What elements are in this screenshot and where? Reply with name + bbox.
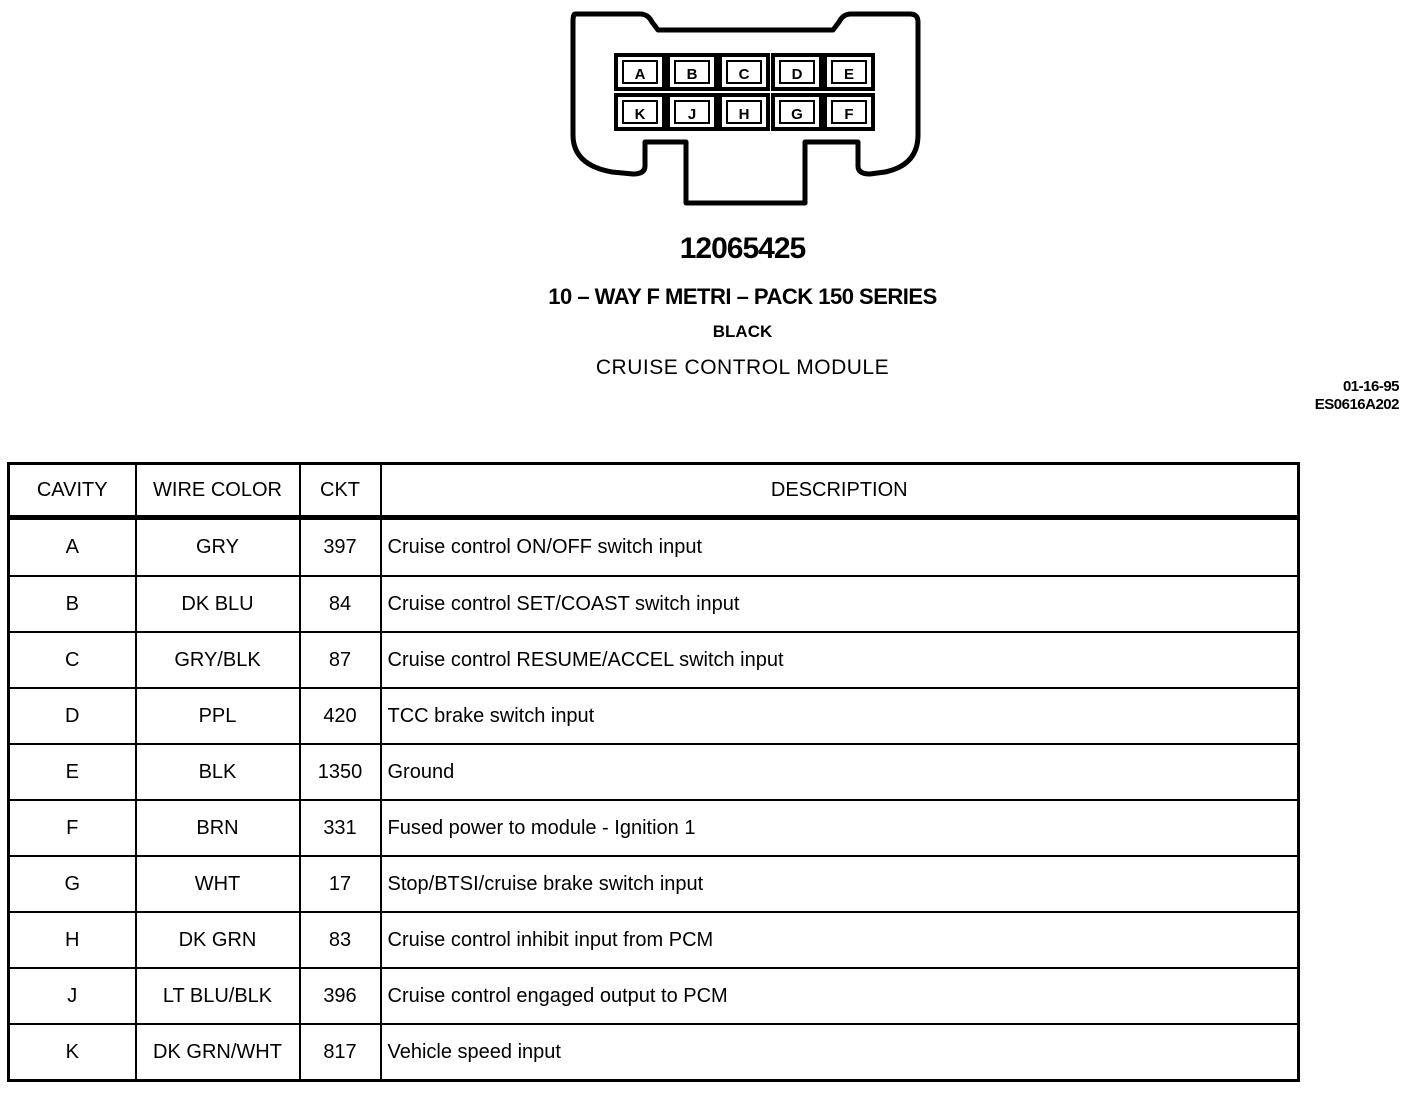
- reference-date: 01-16-95: [1342, 378, 1399, 395]
- pin-cavity-f: [825, 95, 873, 129]
- cell-cavity: J: [9, 968, 136, 1024]
- bottom-pin-row: [616, 95, 873, 129]
- cell-wire-color: GRY: [136, 518, 300, 577]
- reference-code: ES0616A202: [1314, 396, 1399, 413]
- header-ckt: CKT: [300, 464, 381, 518]
- table-row: [9, 912, 1299, 968]
- table-row: [9, 856, 1299, 912]
- cell-description: Cruise control ON/OFF switch input: [381, 518, 1299, 577]
- pin-cavity-d: [773, 55, 821, 89]
- pin-label: C: [738, 66, 750, 83]
- pin-cavity-b: [668, 55, 716, 89]
- cell-wire-color: BRN: [136, 800, 300, 856]
- cell-description: Fused power to module - Ignition 1: [381, 800, 1299, 856]
- table-row: [9, 518, 1299, 577]
- pin-label: J: [687, 106, 697, 123]
- pin-cavity-k: [616, 95, 664, 129]
- cell-cavity: G: [9, 856, 136, 912]
- cell-ckt: 331: [300, 800, 381, 856]
- connector-type: 10 – WAY F METRI – PACK 150 SERIES: [548, 284, 937, 309]
- pin-cavity-h: [720, 95, 768, 129]
- cell-description: Cruise control SET/COAST switch input: [381, 576, 1299, 632]
- pin-label: H: [738, 106, 750, 123]
- cell-wire-color: PPL: [136, 688, 300, 744]
- cell-cavity: H: [9, 912, 136, 968]
- cell-cavity: E: [9, 744, 136, 800]
- pin-cavity-j: [668, 95, 716, 129]
- cell-description: Ground: [381, 744, 1299, 800]
- cell-ckt: 1350: [300, 744, 381, 800]
- table-row: [9, 968, 1299, 1024]
- header-wire-color: WIRE COLOR: [136, 464, 300, 518]
- pin-label: D: [791, 66, 803, 83]
- table-row: [9, 576, 1299, 632]
- header-description: DESCRIPTION: [381, 464, 1299, 518]
- cell-wire-color: WHT: [136, 856, 300, 912]
- table-row: [9, 1024, 1299, 1081]
- cell-ckt: 397: [300, 518, 381, 577]
- table-row: [9, 800, 1299, 856]
- reference-block: [1315, 378, 1399, 414]
- pinout-table: [7, 462, 1300, 1082]
- cell-ckt: 87: [300, 632, 381, 688]
- pin-cavity-c: [720, 55, 768, 89]
- cell-ckt: 817: [300, 1024, 381, 1081]
- cell-cavity: C: [9, 632, 136, 688]
- pin-label: A: [634, 66, 646, 83]
- cell-ckt: 17: [300, 856, 381, 912]
- table-row: [9, 632, 1299, 688]
- cell-description: Cruise control engaged output to PCM: [381, 968, 1299, 1024]
- pin-cavity-e: [825, 55, 873, 89]
- cell-ckt: 84: [300, 576, 381, 632]
- top-pin-row: [616, 55, 873, 89]
- cell-ckt: 83: [300, 912, 381, 968]
- cell-wire-color: DK GRN: [136, 912, 300, 968]
- pin-label: K: [634, 106, 646, 123]
- table-row: [9, 744, 1299, 800]
- part-number: 12065425: [679, 232, 806, 265]
- cell-cavity: F: [9, 800, 136, 856]
- component-name: CRUISE CONTROL MODULE: [595, 356, 890, 379]
- cell-description: Cruise control inhibit input from PCM: [381, 912, 1299, 968]
- connector-color: BLACK: [712, 322, 773, 341]
- cell-description: Vehicle speed input: [381, 1024, 1299, 1081]
- cell-wire-color: GRY/BLK: [136, 632, 300, 688]
- cell-wire-color: DK BLU: [136, 576, 300, 632]
- pin-label: E: [843, 66, 855, 83]
- cell-cavity: K: [9, 1024, 136, 1081]
- cell-description: TCC brake switch input: [381, 688, 1299, 744]
- connector-face-diagram: [0, 0, 1408, 230]
- table-header-row: [9, 464, 1299, 518]
- pin-label: G: [791, 106, 803, 123]
- cell-cavity: D: [9, 688, 136, 744]
- cell-ckt: 396: [300, 968, 381, 1024]
- cell-wire-color: LT BLU/BLK: [136, 968, 300, 1024]
- cell-cavity: B: [9, 576, 136, 632]
- header-cavity: CAVITY: [9, 464, 136, 518]
- cell-description: Cruise control RESUME/ACCEL switch input: [381, 632, 1299, 688]
- pin-label: B: [686, 66, 698, 83]
- cell-ckt: 420: [300, 688, 381, 744]
- cell-wire-color: BLK: [136, 744, 300, 800]
- cell-wire-color: DK GRN/WHT: [136, 1024, 300, 1081]
- cell-cavity: A: [9, 518, 136, 577]
- pin-cavity-g: [773, 95, 821, 129]
- pin-label: F: [844, 106, 854, 123]
- cell-description: Stop/BTSI/cruise brake switch input: [381, 856, 1299, 912]
- table-row: [9, 688, 1299, 744]
- pin-cavity-a: [616, 55, 664, 89]
